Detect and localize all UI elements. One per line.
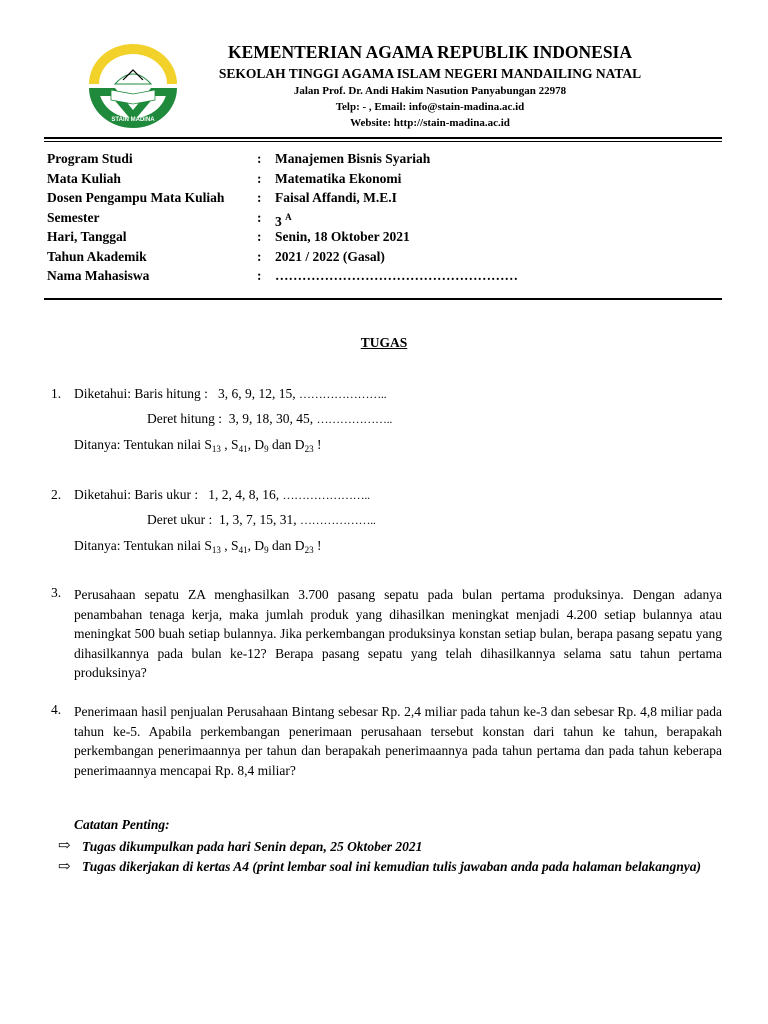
q1-line2-values: 3, 9, 18, 30, 45, [228,411,314,426]
info-colon: : [257,190,262,205]
info-divider [44,298,722,300]
subscript: 41 [238,444,248,454]
header-divider-thick [44,137,722,139]
ask-text: , S [220,538,239,553]
ask-text: Ditanya: Tentukan nilai S [74,538,212,553]
subscript: 23 [304,545,314,555]
info-label: Hari, Tanggal [47,229,127,244]
info-value: Senin, 18 Oktober 2021 [275,229,410,244]
subscript: 9 [264,444,269,454]
subscript: 13 [211,444,221,454]
info-colon: : [257,248,262,264]
arrow-icon: ⇨ [58,838,71,854]
q2-line2-label: Deret ukur : [147,512,213,527]
info-value: Matematika Ekonomi [275,170,402,186]
info-label: Nama Mahasiswa [47,268,150,283]
q2-line2-dots: ……………….. [299,513,376,527]
q2-line1-dots: ………………….. [282,488,370,502]
q1-line2-label: Deret hitung : [147,411,222,426]
logo-text: STAIN MADINA [111,117,155,123]
institution-contact: Telp: - , Email: info@stain-madina.ac.id [335,101,525,113]
q2-line2-values: 1, 3, 7, 15, 31, [218,512,297,527]
info-value: Faisal Affandi, M.E.I [275,190,397,205]
subscript: 23 [304,444,314,454]
info-value: Manajemen Bisnis Syariah [275,151,431,166]
q1-line2-dots: ……………….. [316,412,393,426]
note-item: Tugas dikumpulkan pada hari Senin depan, 25 Oktober 2021 [82,839,423,854]
info-label: Program Studi [47,151,133,166]
semester-class: A [285,211,292,222]
institution-logo [85,44,181,132]
arrow-icon: ⇨ [58,859,71,875]
ask-text: Ditanya: Tentukan nilai S [74,437,212,452]
institution-website: Website: http://stain-madina.ac.id [350,117,510,129]
info-colon: : [257,209,262,225]
subscript: 13 [211,545,221,555]
q1-line1-dots: ………………….. [299,387,387,401]
ask-text: dan D [268,538,305,553]
student-name-blank: ……………………………………………… [275,268,518,283]
info-label: Mata Kuliah [47,170,121,186]
institution-name: SEKOLAH TINGGI AGAMA ISLAM NEGERI MANDAILING NATAL [218,66,642,81]
q2-line1-values: 1, 2, 4, 8, 16, [208,487,280,502]
q1-line1 [74,386,386,402]
info-colon: : [257,268,262,283]
question-3-text: Perusahaan sepatu ZA menghasilkan 3.700 pasang sepatu pada bulan pertama produksinya. Dengan adanya penambahan tenaga kerja, maka jumlah produk yang dihasilkan meningkat menjadi 4.200 setiap bulannya atau meningkat 500 buah setiap bulannya. Jika perkembangan produksinya konstan setiap bulan, berapa pasang sepatu yang dihasilkannya pada bulan ke-12? Berapa pasang sepatu yang telah dihasilkannya selama satu tahun pertama produksinya? [74,587,722,681]
question-number: 1. [51,386,62,401]
ask-text: , S [220,437,239,452]
q1-line1-label: Diketahui: Baris hitung : [74,386,208,401]
header-divider-thin [44,141,722,142]
q2-ask [74,538,321,555]
subscript: 9 [264,545,269,555]
q2-line1 [74,487,370,503]
ask-text: ! [313,437,322,452]
notes-title: Catatan Penting: [74,817,170,832]
info-colon: : [257,229,262,244]
page-title: TUGAS [360,335,408,350]
ask-text: ! [313,538,322,553]
ask-text: dan D [268,437,305,452]
info-colon: : [257,170,262,186]
info-colon: : [257,151,262,166]
institution-address: Jalan Prof. Dr. Andi Hakim Nasution Panyabungan 22978 [293,85,567,97]
info-label: Semester [47,209,100,225]
q1-line2 [147,411,392,427]
q2-line1-label: Diketahui: Baris ukur : [74,487,199,502]
ministry-name: KEMENTERIAN AGAMA REPUBLIK INDONESIA [227,42,632,62]
info-value: 2021 / 2022 (Gasal) [275,248,385,264]
question-number: 3. [51,585,62,600]
semester-number: 3 [275,213,282,229]
q1-line1-values: 3, 6, 9, 12, 15, [218,386,296,401]
ask-text: , D [247,538,265,553]
info-label: Tahun Akademik [47,248,147,264]
q2-line2 [147,512,376,528]
info-label: Dosen Pengampu Mata Kuliah [47,190,225,205]
note-item: Tugas dikerjakan di kertas A4 (print lembar soal ini kemudian tulis jawaban anda pada halaman belakangnya) [82,859,701,874]
q1-ask [74,437,321,454]
question-number: 4. [51,702,62,717]
question-4-text: Penerimaan hasil penjualan Perusahaan Bintang sebesar Rp. 2,4 miliar pada tahun ke-3 dan sebesar Rp. 4,8 miliar pada tahun ke-5. Apabila perkembangan penerimaan perusahaan tersebut konstan dari tahun ke tahun, berapakah perkembangan penerimaannya per tahun dan berapakah penerimaannya pada tahun pertama dan pada tahun keberapa penerimaannya mencapai Rp. 8,4 miliar? [74,704,722,778]
subscript: 41 [238,545,248,555]
question-number: 2. [51,487,62,502]
ask-text: , D [247,437,265,452]
